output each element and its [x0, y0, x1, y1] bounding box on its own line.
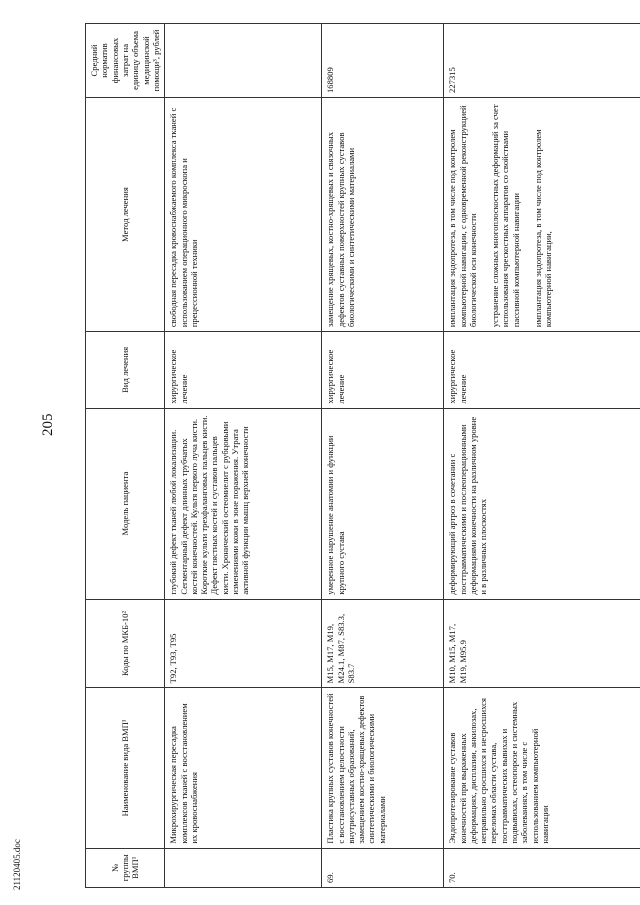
cell-patient-model: умеренное нарушение анатомии и функции крупного сустава [322, 408, 444, 599]
header-group-number: № группы ВМП¹ [86, 848, 165, 887]
page-number: 205 [40, 413, 56, 436]
header-patient-model: Модель пациента [86, 408, 165, 599]
table-header-row [86, 24, 165, 888]
header-icd-codes: Коды по МКБ-10² [86, 599, 165, 688]
cell-vmp-name: Пластика крупных суставов конечностей с восстановлением целостности внутрисуставных образований, замещением костно-хрящевых дефектов синтетическими и биологическими материалами [322, 688, 444, 848]
header-treatment-type: Вид лечения [86, 332, 165, 408]
cell-patient-model: деформирующий артроз в сочетании с посттравматическими и послеоперационными деформациями конечности на различном уровне и в различных плоскостях [444, 408, 640, 599]
method-line: устранение сложных многоплоскостных деформаций за счет использования чрескостных аппаратов со свойствами пассивной компьютерной навигации [490, 104, 521, 328]
cell-treatment-method: свободная пересадка кровоснабжаемого комплекса тканей с использованием операционного микроскопа и прецессионной техники [165, 98, 322, 332]
cell-group-number: 69. [322, 848, 444, 887]
cell-cost: 168809 [322, 24, 444, 98]
cell-treatment-type: хирургическое лечение [444, 332, 640, 408]
cell-vmp-name: Эндопротезирование суставов конечностей при выраженных деформациях, дисплазии, анкилозах, неправильно сросшихся и несросшихся переломах области сустава, посттравматических вывихах и подвывихах, остеопорозе и системных заболеваниях, в том числе с использованием компьютерной навигации [444, 688, 640, 848]
cell-cost: 227315 [444, 24, 640, 98]
cell-cost [165, 24, 322, 98]
table-row [444, 24, 640, 888]
method-line: имплантация эндопротеза, в том числе под контролем компьютерной навигации, [533, 129, 554, 328]
footer-filename: 21120405.doc [12, 839, 22, 890]
header-cost-standard: Средний норматив финансовых затрат на единицу объема медицинской помощи³, рублей [86, 24, 165, 98]
cell-icd-codes: M10, M15, M17, M19, M95.9 [444, 599, 640, 688]
cell-icd-codes: M15, M17, M19, M24.1, M87, S83.3, S83.7 [322, 599, 444, 688]
header-vmp-name: Наименование вида ВМП¹ [86, 688, 165, 848]
cell-treatment-type: хирургическое лечение [165, 332, 322, 408]
table-row [322, 24, 444, 888]
cell-patient-model: глубокий дефект тканей любой локализации. Сегментарный дефект длинных трубчатых костей конечностей. Культя первого луча кисти. Короткие культи трехфаланговых пальцев кисти. Дефект пястных костей и суставов пальцев кисти. Хронический остеомиелит с рубцовыми изменениями кожи в зоне поражения. Утрата активной функции мышц верхней конечности [165, 408, 322, 599]
cell-group-number [165, 848, 322, 887]
cell-group-number: 70. [444, 848, 640, 887]
cell-icd-codes: T92, T93, T95 [165, 599, 322, 688]
cell-vmp-name: Микрохирургическая пересадка комплексов тканей с восстановлением их кровоснабжения [165, 688, 322, 848]
table-row [165, 24, 322, 888]
cell-treatment-method: замещение хрящевых, костно-хрящевых и связочных дефектов суставных поверхностей крупных суставов биологическими и синтетическими материалами [322, 98, 444, 332]
header-treatment-method: Метод лечения [86, 98, 165, 332]
cell-treatment-method [444, 98, 640, 332]
method-line: имплантация эндопротеза, в том числе под контролем компьютерной навигации, с одновременной реконструкцией биологической оси конечности [447, 105, 478, 328]
cell-treatment-type: хирургическое лечение [322, 332, 444, 408]
medical-care-table [85, 23, 640, 888]
